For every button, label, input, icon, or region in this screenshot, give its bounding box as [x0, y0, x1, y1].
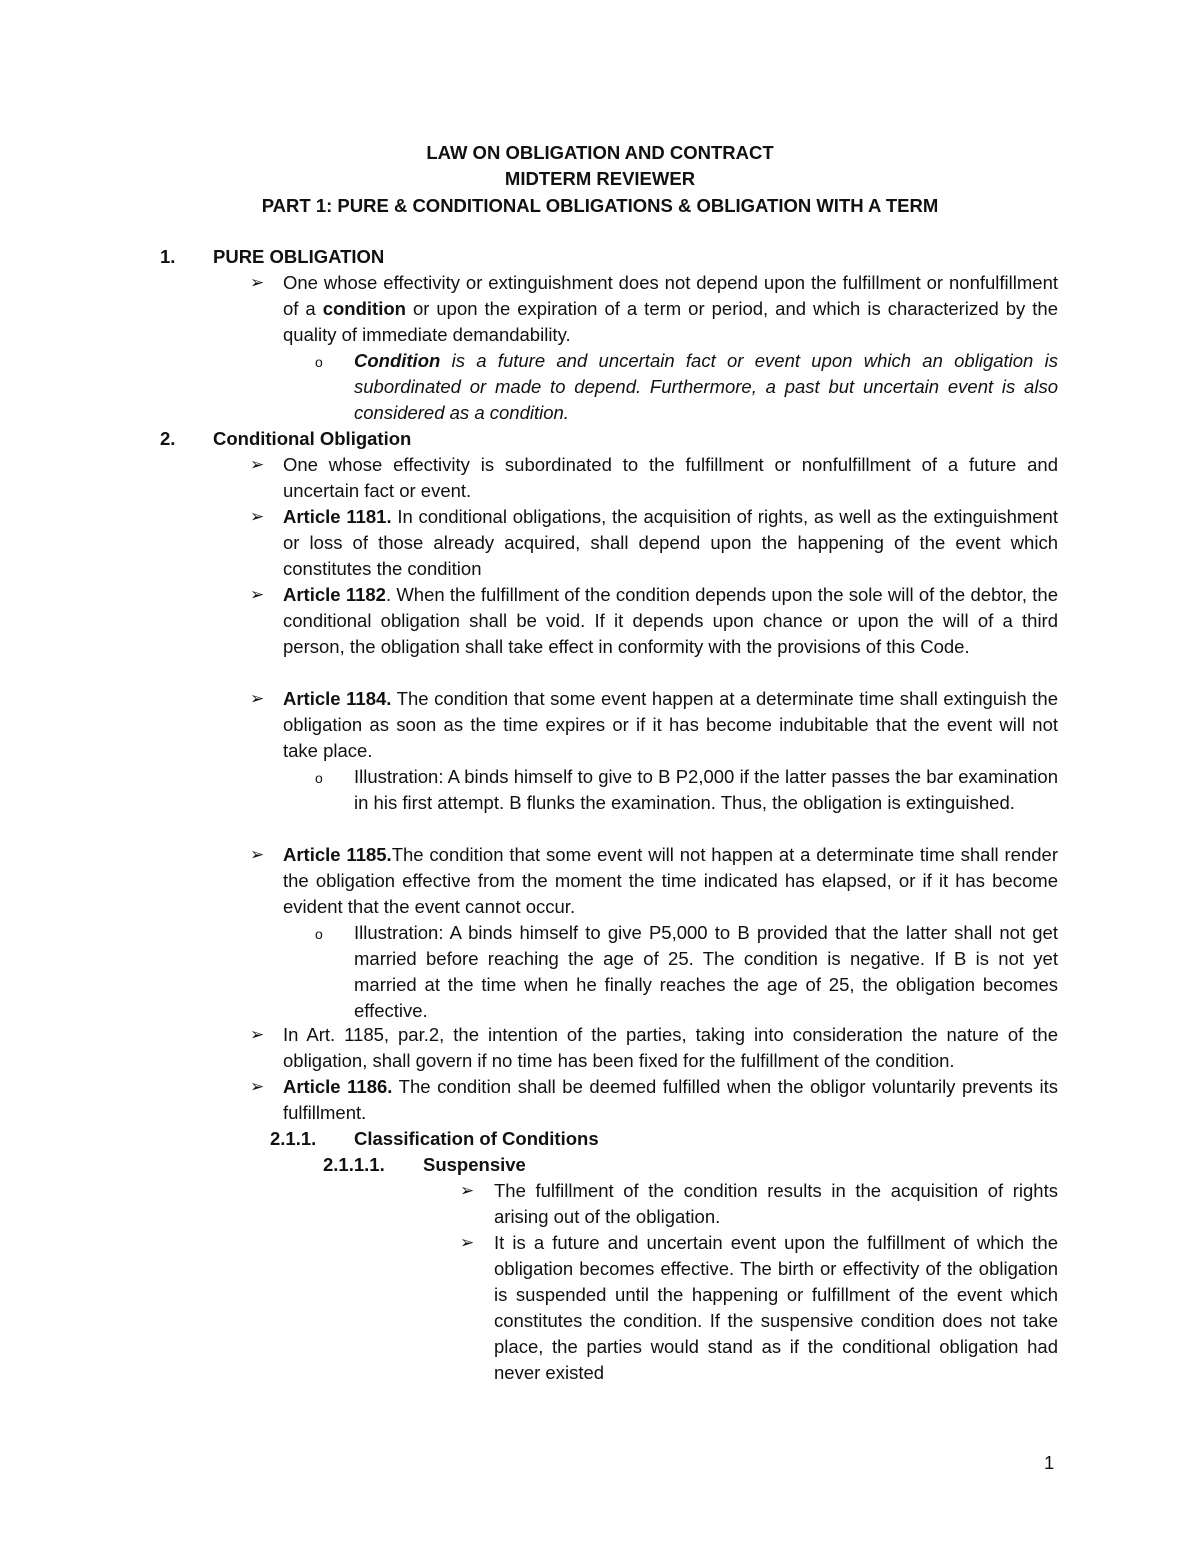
definition-text: One whose effectivity or extinguishment does not depend upon the fulfillment or nonfulfillment of a	[283, 272, 1058, 319]
bullet-arrow-icon: ➢	[250, 273, 265, 292]
article-text: The condition that some event will not happen at a determinate time shall render the obligation effective from the moment the time indicated has elapsed, or if it has become evident that the event cannot occur.	[283, 844, 1058, 917]
sub-bullet-icon: o	[315, 926, 323, 942]
article-text: The condition that some event happen at a determinate time shall extinguish the obligation as soon as the time expires or if it has become indubitable that the event will not take place.	[283, 688, 1058, 761]
bullet-arrow-icon: ➢	[250, 585, 265, 604]
condition-text: is a future and uncertain fact or event upon which an obligation is subordinated or made to depend. Furthermore, a past but uncertain event is also considered as a condition.	[354, 350, 1058, 423]
article-label: Article 1186.	[283, 1076, 393, 1097]
article-text: The condition shall be deemed fulfilled when the obligor voluntarily prevents its fulfillment.	[283, 1076, 1058, 1123]
conditional-obligation-definition: One whose effectivity is subordinated to the fulfillment or nonfulfillment of a future and uncertain fact or event.	[283, 454, 1058, 501]
subsubsection-title: Suspensive	[423, 1154, 526, 1175]
page-number: 1	[1044, 1452, 1055, 1473]
article-1185-illustration: Illustration: A binds himself to give P5,000 to B provided that the latter shall not get married before reaching the age of 25. The condition is negative. If B is not yet married at the time when he finally reaches the age of 25, the obligation becomes effective.	[354, 922, 1058, 1021]
article-label: Article 1182	[283, 584, 386, 605]
article-1184-illustration: Illustration: A binds himself to give to B P2,000 if the latter passes the bar examination in his first attempt. B flunks the examination. Thus, the obligation is extinguished.	[354, 766, 1058, 813]
bullet-arrow-icon: ➢	[460, 1233, 475, 1252]
subsection-number: 2.1.1.	[270, 1128, 317, 1149]
suspensive-bullet-2: It is a future and uncertain event upon the fulfillment of which the obligation becomes effective. The birth or effectivity of the obligation is suspended until the happening or fulfillment of the event which constitutes the condition. If the suspensive condition does not take place, the parties would stand as if the conditional obligation had never existed	[494, 1232, 1058, 1383]
pure-obligation-definition	[283, 270, 1058, 348]
bullet-arrow-icon: ➢	[460, 1181, 475, 1200]
bullet-arrow-icon: ➢	[250, 1077, 265, 1096]
bullet-arrow-icon: ➢	[250, 1025, 265, 1044]
bullet-arrow-icon: ➢	[250, 845, 265, 864]
bullet-arrow-icon: ➢	[250, 507, 265, 526]
subsubsection-number: 2.1.1.1.	[323, 1154, 385, 1175]
suspensive-bullet-1: The fulfillment of the condition results in the acquisition of rights arising out of the obligation.	[494, 1180, 1058, 1227]
condition-keyword: Condition	[354, 350, 441, 371]
article-label: Article 1185.	[283, 844, 392, 865]
article-1185-paragraph-2: In Art. 1185, par.2, the intention of the parties, taking into consideration the nature of the obligation, shall govern if no time has been fixed for the fulfillment of the condition.	[283, 1024, 1058, 1071]
condition-definition	[354, 348, 1058, 426]
bullet-arrow-icon: ➢	[250, 455, 265, 474]
article-1186	[283, 1074, 1058, 1126]
article-text: In conditional obligations, the acquisition of rights, as well as the extinguishment or loss of those already acquired, shall depend upon the happening of the event which constitutes the condition	[283, 506, 1058, 579]
sub-bullet-icon: o	[315, 770, 323, 786]
bullet-arrow-icon: ➢	[250, 689, 265, 708]
definition-text-cont: or upon the expiration of a term or period, and which is characterized by the quality of immediate demandability.	[283, 298, 1058, 345]
part-heading: PART 1: PURE & CONDITIONAL OBLIGATIONS & OBLIGATION WITH A TERM	[261, 195, 939, 216]
section-1-number: 1.	[160, 246, 176, 267]
sub-bullet-icon: o	[315, 354, 323, 370]
subsection-title: Classification of Conditions	[354, 1128, 599, 1149]
section-2-title: Conditional Obligation	[213, 428, 412, 449]
article-1182	[283, 582, 1058, 660]
section-2-number: 2.	[160, 428, 176, 449]
article-label: Article 1184.	[283, 688, 392, 709]
document-title: LAW ON OBLIGATION AND CONTRACT	[426, 142, 774, 163]
article-text: . When the fulfillment of the condition depends upon the sole will of the debtor, the conditional obligation shall be void. If it depends upon chance or upon the will of a third person, the obligation shall take effect in conformity with the provisions of this Code.	[283, 584, 1058, 657]
article-label: Article 1181.	[283, 506, 392, 527]
definition-keyword: condition	[322, 298, 406, 319]
article-1181	[283, 504, 1058, 582]
document-subtitle: MIDTERM REVIEWER	[504, 168, 696, 189]
article-1184	[283, 686, 1058, 764]
section-1-title: PURE OBLIGATION	[213, 246, 385, 267]
article-1185	[283, 842, 1058, 920]
